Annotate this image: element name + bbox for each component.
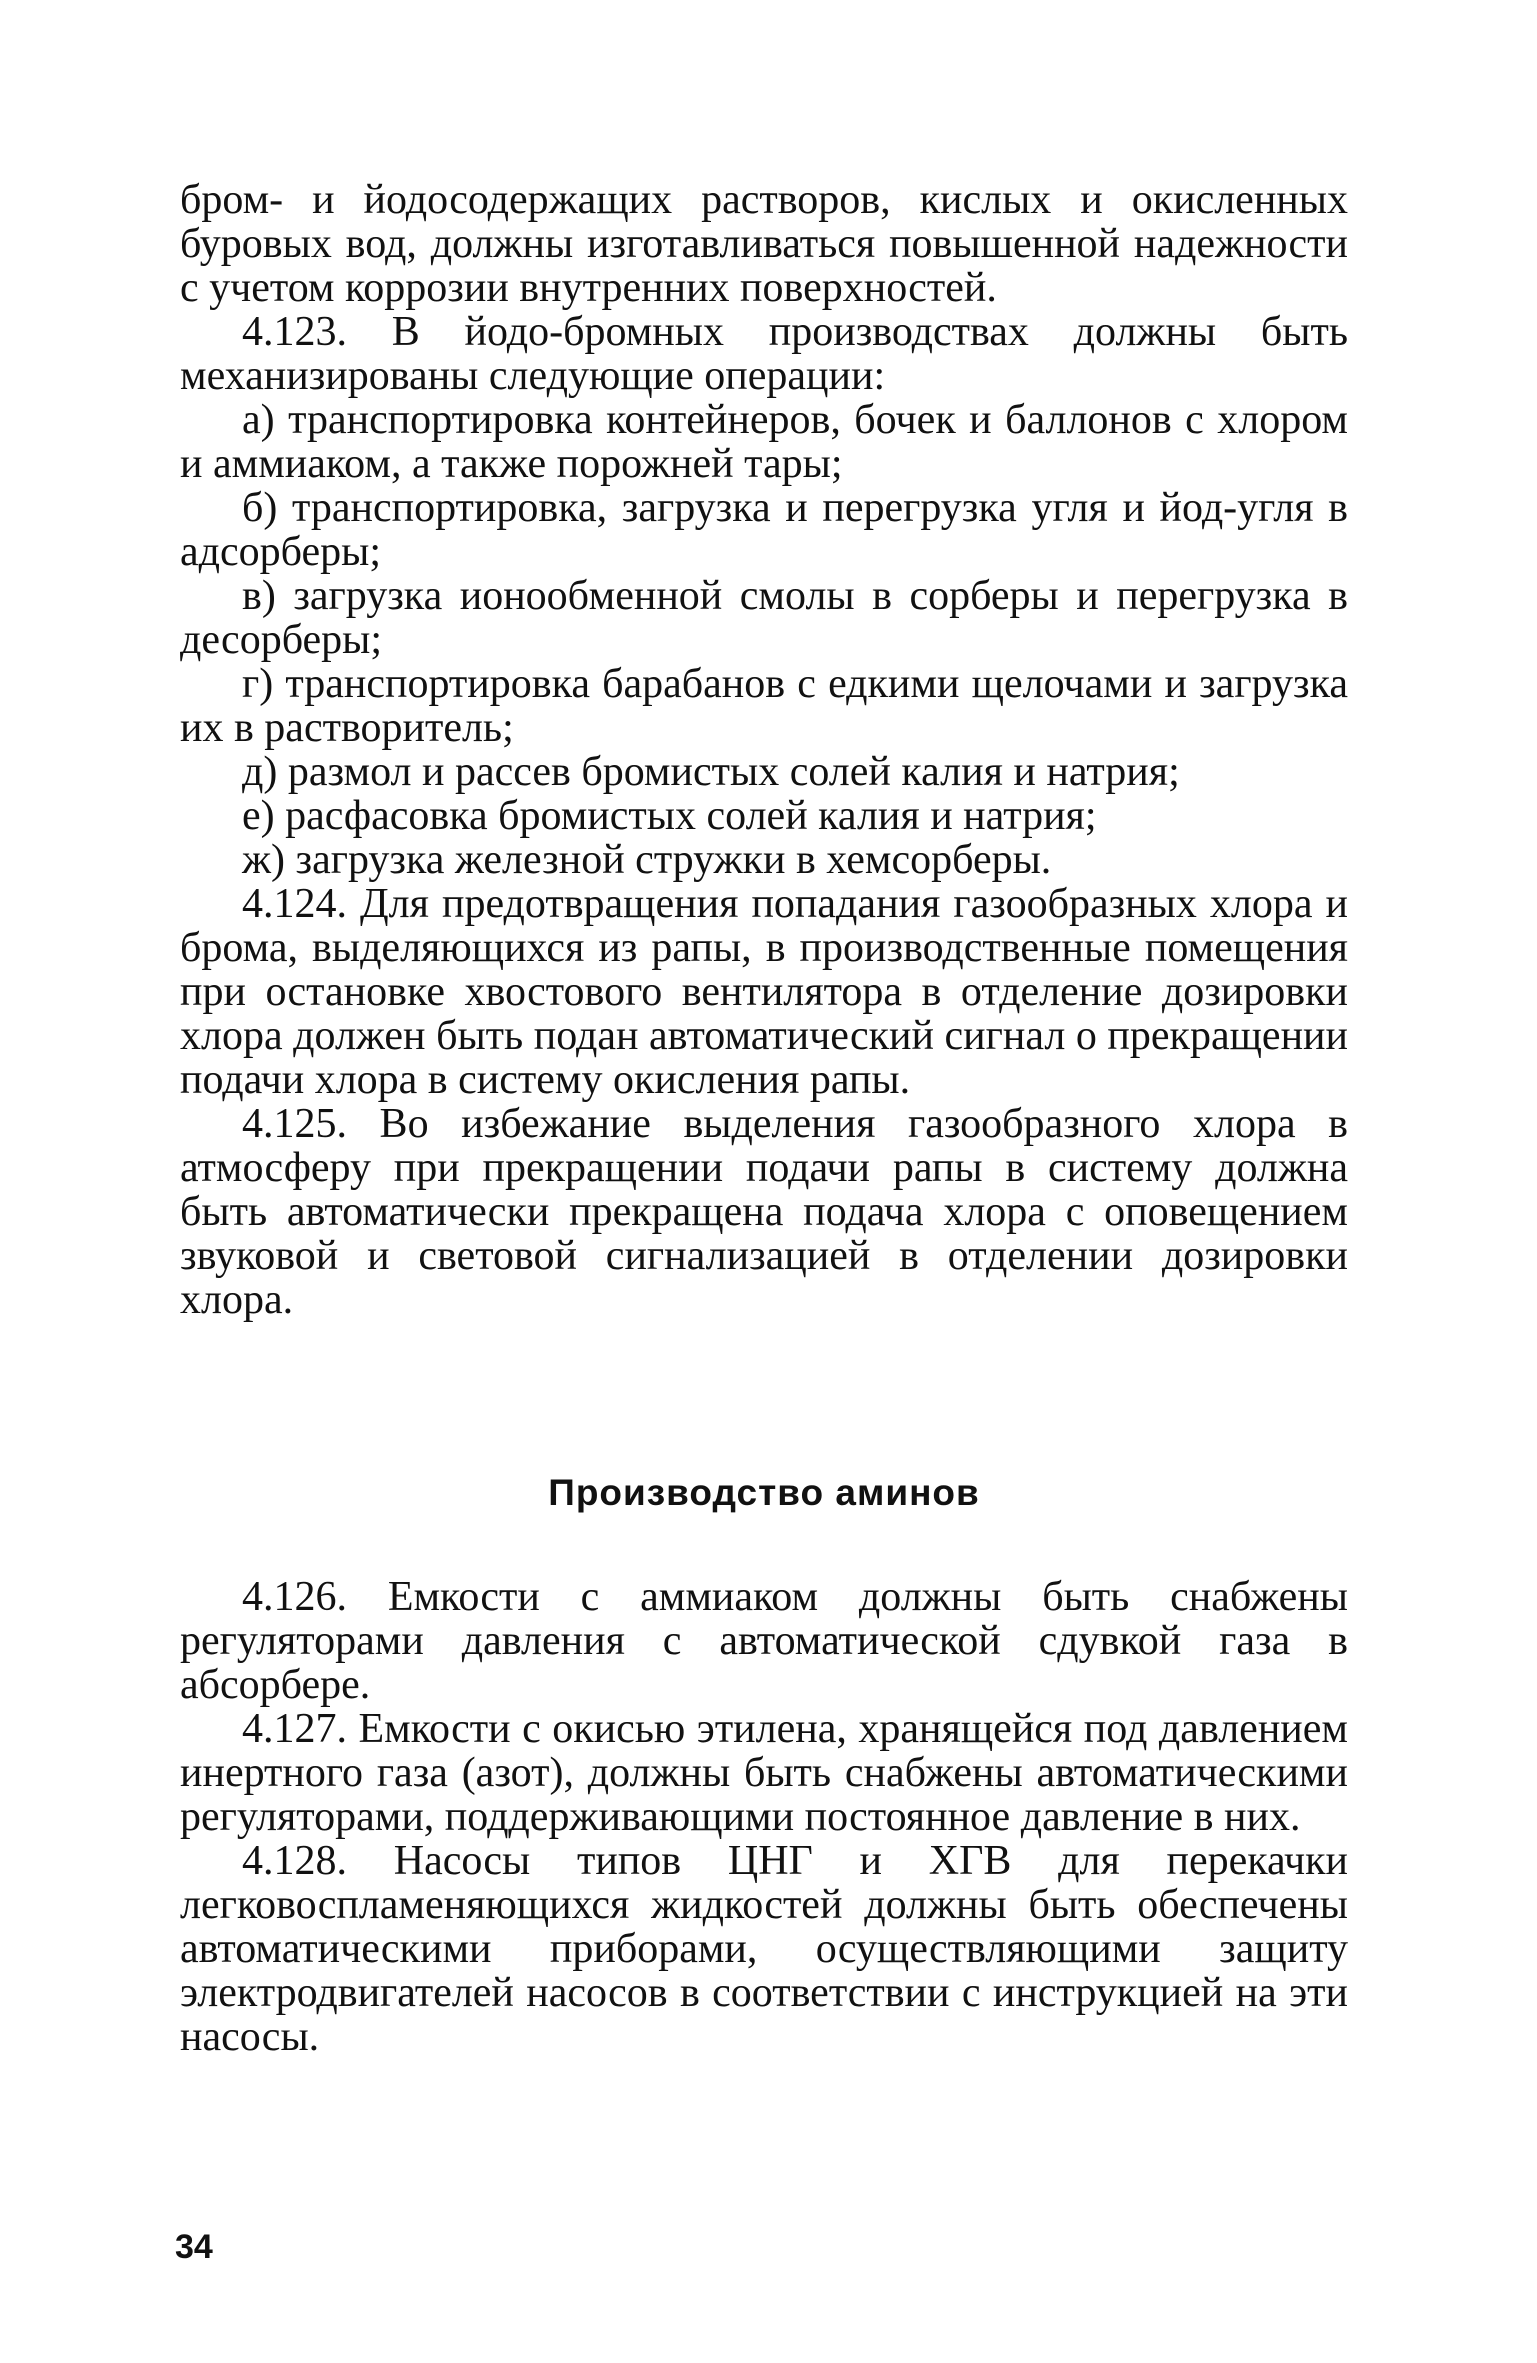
paragraph-continuation: бром- и йодосодержащих растворов, кислых и окисленных буровых вод, должны изготавливаться повышенной надежности с учетом коррозии внутренних поверхностей. (180, 177, 1348, 311)
paragraph-4-128: 4.128. Насосы типов ЦНГ и ХГВ для перекачки легковоспламеняющихся жидкостей должны быть обеспечены автоматическими приборами, осуществляющими защиту электродвигателей насосов в соответствии с инструкцией на эти насосы. (180, 1838, 1348, 2060)
paragraph-4-125: 4.125. Во избежание выделения газообразного хлора в атмосферу при прекращении подачи рапы в систему должна быть автоматически прекращена подача хлора с оповещением звуковой и световой сигнализацией в отделении дозировки хлора. (180, 1101, 1348, 1323)
list-item-g: г) транспортировка барабанов с едкими щелочами и загрузка их в растворитель; (180, 661, 1348, 751)
paragraph-4-123: 4.123. В йодо-бромных производствах должны быть механизированы следующие операции: (180, 309, 1348, 399)
text-block-top (180, 178, 1348, 1322)
paragraph-4-124: 4.124. Для предотвращения попадания газообразных хлора и брома, выделяющихся из рапы, в производственные помещения при остановке хвостового вентилятора в отделение дозировки хлора должен быть подан автоматический сигнал о прекращении подачи хлора в систему окисления рапы. (180, 881, 1348, 1103)
list-item-v: в) загрузка ионообменной смолы в сорберы и перегрузка в десорберы; (180, 573, 1348, 663)
section-heading: Производство аминов (548, 1472, 980, 1513)
list-item-b: б) транспортировка, загрузка и перегрузка угля и йод-угля в адсорберы; (180, 485, 1348, 575)
text-block-bottom (180, 1575, 1348, 2059)
paragraph-4-126: 4.126. Емкости с аммиаком должны быть снабжены регуляторами давления с автоматической сдувкой газа в абсорбере. (180, 1574, 1348, 1708)
list-item-e: е) расфасовка бромистых солей калия и натрия; (242, 793, 1097, 839)
page-number: 34 (175, 2228, 213, 2266)
list-item-zh: ж) загрузка железной стружки в хемсорберы. (242, 837, 1052, 883)
list-item-d: д) размол и рассев бромистых солей калия и натрия; (242, 749, 1180, 795)
paragraph-4-127: 4.127. Емкости с окисью этилена, хранящейся под давлением инертного газа (азот), должны быть снабжены автоматическими регуляторами, поддерживающими постоянное давление в них. (180, 1706, 1348, 1840)
list-item-a: а) транспортировка контейнеров, бочек и баллонов с хлором и аммиаком, а также порожней тары; (180, 397, 1348, 487)
